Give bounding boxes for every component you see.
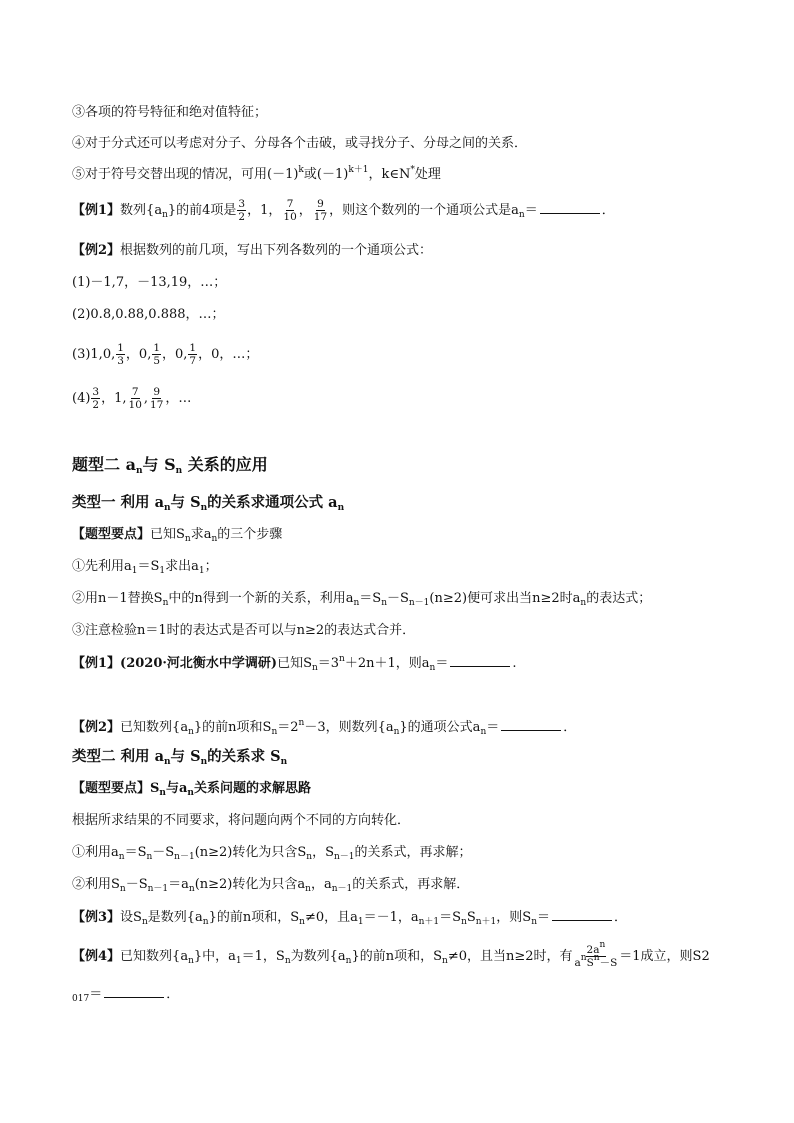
text-run: ＝3 bbox=[317, 656, 340, 671]
text-run: ≠0，且a bbox=[304, 910, 358, 925]
subscript: n bbox=[118, 852, 125, 862]
text-run: －S bbox=[386, 591, 409, 606]
text-run: －S bbox=[152, 845, 175, 860]
text-run: 的关系求 S bbox=[207, 748, 281, 765]
text-run: 2 bbox=[701, 949, 710, 964]
subscript: n bbox=[146, 852, 153, 862]
fraction bbox=[152, 342, 161, 367]
subscript: n bbox=[164, 503, 171, 513]
subscript: n bbox=[280, 757, 288, 767]
text-run: ，k∈N bbox=[368, 167, 411, 182]
subscript: n bbox=[345, 956, 352, 966]
subscript: n bbox=[518, 210, 525, 220]
item-4 bbox=[72, 386, 191, 411]
text-run: 2a bbox=[586, 944, 600, 956]
subscript: n bbox=[480, 727, 487, 737]
example-4-cont bbox=[72, 985, 179, 1004]
text-run: }的前n项和，S bbox=[351, 949, 443, 964]
text-run: 【例4】 bbox=[72, 949, 121, 964]
text-run: 【题型要点】 bbox=[72, 781, 151, 796]
text-run: 已知数列{a bbox=[120, 949, 189, 964]
subscript: n bbox=[188, 956, 194, 966]
subscript: n bbox=[141, 917, 148, 927]
text-run: S bbox=[586, 957, 594, 969]
text-run: 的三个步骤 bbox=[217, 527, 283, 542]
text-run: }的通项公式a bbox=[399, 720, 481, 735]
text-run: ，1, bbox=[101, 391, 127, 406]
subscript: n bbox=[175, 466, 183, 476]
text-run: ，0, bbox=[162, 347, 188, 362]
subscript: 1 bbox=[198, 566, 205, 576]
text-run: －S bbox=[599, 957, 618, 969]
text-run: 1 bbox=[117, 342, 124, 354]
subscript: n bbox=[306, 852, 313, 862]
fraction bbox=[237, 198, 246, 223]
example-label: 【例1】 bbox=[72, 203, 121, 218]
subscript: n bbox=[135, 466, 143, 476]
text-run: 10 bbox=[128, 399, 142, 411]
text-run: }的前4项是 bbox=[167, 203, 237, 218]
text-run: ＝S bbox=[124, 845, 147, 860]
text-run: ≠0，且当n≥2时，有 bbox=[447, 949, 573, 964]
fraction bbox=[282, 198, 297, 223]
section-heading bbox=[72, 456, 268, 474]
text-run: 与 S bbox=[170, 494, 201, 511]
text-run: ， bbox=[298, 203, 312, 218]
subscript: n bbox=[442, 956, 448, 966]
text-run: (2020·河北衡水中学调研) bbox=[120, 656, 278, 671]
text-run: 处理 bbox=[414, 167, 441, 182]
subscript: n bbox=[184, 534, 191, 544]
superscript: k＋1 bbox=[348, 165, 369, 175]
text-run: }中，a bbox=[193, 949, 236, 964]
text-run: 2 bbox=[238, 211, 246, 223]
subscript: n bbox=[271, 727, 278, 737]
text-run: ＝1成立，则S bbox=[619, 949, 702, 964]
fraction bbox=[149, 386, 164, 411]
text-run: }的前n项和，S bbox=[208, 910, 300, 925]
text-run: ＝S bbox=[137, 559, 160, 574]
example-2b bbox=[72, 718, 576, 737]
fraction bbox=[313, 198, 328, 223]
text-run: －S bbox=[125, 877, 148, 892]
text-run: ＝ bbox=[89, 987, 103, 1002]
subscript: n bbox=[119, 884, 126, 894]
item-3 bbox=[72, 342, 258, 367]
subscript: n－1 bbox=[334, 852, 355, 862]
text-run: ，S bbox=[312, 845, 334, 860]
text-run: ④对于分式还可以考虑对分子、分母各个击破，或寻找分子、分母之间的关系． bbox=[72, 136, 528, 151]
subscript: n bbox=[305, 884, 311, 894]
text-run: 3 bbox=[117, 355, 124, 367]
text-run: ＝a bbox=[168, 877, 189, 892]
text-run: 根据所求结果的不同要求，将问题向两个不同的方向转化． bbox=[72, 813, 411, 828]
text-run: ． bbox=[563, 720, 577, 735]
fraction bbox=[188, 342, 197, 367]
text-run: 类型二 利用 a bbox=[72, 748, 164, 765]
text-run: S bbox=[466, 910, 476, 925]
text-run: 关系的应用 bbox=[182, 455, 268, 474]
example-1b bbox=[72, 654, 516, 673]
text-run: 与 S bbox=[142, 455, 176, 474]
subscript: n bbox=[188, 884, 195, 894]
subscript: n bbox=[200, 757, 208, 767]
key-points-1 bbox=[72, 526, 282, 544]
text-run: 与 S bbox=[170, 748, 201, 765]
example-1 bbox=[72, 198, 615, 223]
text-run: 数列{a bbox=[120, 203, 163, 218]
text-run: ＝S bbox=[439, 910, 462, 925]
text-run: ，则这个数列的一个通项公式是a bbox=[329, 203, 519, 218]
text-run: 3 bbox=[92, 386, 100, 398]
subscript: 1 bbox=[131, 566, 138, 576]
example-3 bbox=[72, 908, 627, 927]
text-run: 9 bbox=[317, 198, 324, 210]
text-run: ，0，…； bbox=[198, 347, 259, 362]
text-run: , bbox=[143, 391, 149, 406]
text-run: ＝ bbox=[486, 720, 500, 735]
text-run: 类型一 利用 a bbox=[72, 494, 164, 511]
answer-blank bbox=[104, 985, 164, 998]
text-run: ③注意检验n＝1时的表达式是否可以与n≥2的表达式合并． bbox=[72, 623, 416, 638]
text-run: ； bbox=[204, 559, 218, 574]
text-run: ＝S bbox=[359, 591, 382, 606]
type-1-heading bbox=[72, 494, 344, 512]
text-run: 是数列{a bbox=[147, 910, 203, 925]
answer-blank bbox=[501, 718, 561, 731]
subscript: n bbox=[211, 534, 218, 544]
text-run: 3 bbox=[238, 198, 246, 210]
answer-blank bbox=[450, 654, 510, 667]
text-run: 【例1】 bbox=[72, 656, 121, 671]
text-run: . bbox=[512, 656, 517, 671]
subscript: n bbox=[393, 727, 400, 737]
text-run: 已知S bbox=[277, 656, 312, 671]
text-run: 【例2】 bbox=[72, 720, 121, 735]
superscript: n bbox=[599, 940, 606, 950]
text-run: (n≥2)转化为只含S bbox=[194, 845, 307, 860]
text-run: 的关系求通项公式 a bbox=[207, 494, 338, 511]
text-run: }的前n项和S bbox=[193, 720, 272, 735]
text-run: (n≥2)转化为只含a bbox=[194, 877, 306, 892]
text-run: 求出a bbox=[165, 559, 199, 574]
fraction bbox=[91, 386, 100, 411]
text-run: 7 bbox=[286, 198, 294, 210]
subscript: n bbox=[353, 598, 360, 608]
text-run: 17 bbox=[150, 399, 164, 411]
text-run: (2)0.8,0.88,0.888，…； bbox=[72, 307, 225, 322]
text-run: ＋2n＋1，则a bbox=[344, 656, 430, 671]
text-run: 的关系式，再求解； bbox=[354, 845, 472, 860]
subscript: n－1 bbox=[174, 852, 195, 862]
text-run: S bbox=[150, 781, 160, 796]
subscript: n bbox=[461, 917, 467, 927]
subscript: 1 bbox=[357, 917, 364, 927]
text-run: 5 bbox=[153, 355, 161, 367]
text-run: (4) bbox=[72, 391, 91, 406]
text-run: ． bbox=[614, 910, 628, 925]
superscript: * bbox=[410, 165, 415, 175]
text-run: a bbox=[574, 957, 581, 969]
text-run: ，0, bbox=[125, 347, 152, 362]
superscript: k bbox=[298, 165, 304, 175]
superscript: n bbox=[298, 718, 305, 728]
text-run: ，a bbox=[310, 877, 332, 892]
answer-blank bbox=[552, 908, 612, 921]
text-run: 9 bbox=[153, 386, 161, 398]
text-run: 1 bbox=[153, 342, 161, 354]
subscript: n bbox=[164, 757, 171, 767]
superscript: n bbox=[593, 953, 600, 963]
step-1 bbox=[72, 558, 218, 576]
text-run: ①利用a bbox=[72, 845, 119, 860]
text-run: 题型二 a bbox=[72, 455, 136, 474]
subscript: n bbox=[429, 663, 436, 673]
fraction bbox=[128, 386, 143, 411]
text-run: 为数列{a bbox=[290, 949, 346, 964]
text-run: －3，则数列{a bbox=[304, 720, 394, 735]
subscript: 017 bbox=[72, 994, 90, 1004]
subscript: n bbox=[187, 788, 194, 798]
subscript: n bbox=[381, 598, 387, 608]
text-run: 【例2】 bbox=[72, 243, 121, 258]
subscript: n＋1 bbox=[475, 917, 497, 927]
text-run: ＝1，S bbox=[241, 949, 285, 964]
text-run: ＝－1，a bbox=[363, 910, 419, 925]
text-run: 1 bbox=[189, 342, 197, 354]
text-run: 2 bbox=[92, 399, 100, 411]
text-run: ＝ bbox=[435, 656, 449, 671]
text-run: 【题型要点】 bbox=[72, 527, 151, 542]
text-run: ①先利用a bbox=[72, 559, 132, 574]
subscript: n＋1 bbox=[418, 917, 440, 927]
text-run: ． bbox=[166, 987, 180, 1002]
text-run: 7 bbox=[131, 386, 139, 398]
text-run bbox=[574, 953, 619, 969]
subscript: n bbox=[162, 210, 168, 220]
subscript: n bbox=[202, 917, 209, 927]
approach bbox=[72, 812, 410, 830]
text-run: ． bbox=[601, 203, 615, 218]
text-run: 已知S bbox=[150, 527, 185, 542]
subscript: n bbox=[311, 663, 318, 673]
subscript: n bbox=[337, 503, 345, 513]
superscript: n bbox=[339, 654, 345, 664]
type-2-heading bbox=[72, 748, 287, 766]
approach-2 bbox=[72, 876, 469, 894]
text-run: (n≥2)便可求出当n≥2时a bbox=[429, 591, 581, 606]
text-run: (3)1,0, bbox=[72, 347, 116, 362]
text-run: 关系问题的求解思路 bbox=[193, 781, 311, 796]
subscript: n bbox=[580, 598, 587, 608]
example-2 bbox=[72, 242, 432, 260]
step-2 bbox=[72, 590, 651, 608]
subscript: n bbox=[159, 788, 166, 798]
subscript: n－1 bbox=[147, 884, 169, 894]
text-run: ＝ bbox=[524, 203, 538, 218]
text-run: 求a bbox=[190, 527, 212, 542]
subscript: n bbox=[531, 917, 537, 927]
text-run: 的表达式； bbox=[586, 591, 652, 606]
text-run: ③各项的符号特征和绝对值特征； bbox=[72, 105, 268, 120]
step-3 bbox=[72, 622, 415, 640]
text-run: ，… bbox=[165, 391, 192, 406]
text-run: 中的n得到一个新的关系，利用a bbox=[168, 591, 354, 606]
subscript: n bbox=[299, 917, 305, 927]
key-points-2 bbox=[72, 780, 311, 798]
text-run: 10 bbox=[283, 211, 297, 223]
text-run: 的关系式，再求解． bbox=[352, 877, 470, 892]
text-run: 7 bbox=[189, 355, 197, 367]
text-run: 或(－1) bbox=[303, 167, 349, 182]
text-run: ＝ bbox=[537, 910, 551, 925]
point-4 bbox=[72, 135, 527, 153]
text-run: ②用n－1替换S bbox=[72, 591, 163, 606]
text-run: 【例3】 bbox=[72, 910, 121, 925]
answer-blank bbox=[540, 201, 600, 214]
subscript: 1 bbox=[159, 566, 166, 576]
text-run: (1)－1,7，－13,19，…； bbox=[72, 275, 227, 290]
superscript: n bbox=[580, 953, 587, 963]
text-run: 17 bbox=[313, 211, 328, 223]
point-3 bbox=[72, 104, 267, 122]
subscript: n bbox=[284, 956, 291, 966]
text-run: 根据数列的前几项，写出下列各数列的一个通项公式： bbox=[120, 243, 433, 258]
text-run: 与a bbox=[165, 781, 188, 796]
text-run: ⑤对于符号交替出现的情况，可用(－1) bbox=[72, 167, 299, 182]
subscript: n－1 bbox=[331, 884, 353, 894]
text-run: 已知数列{a bbox=[120, 720, 189, 735]
fraction bbox=[116, 342, 125, 367]
fraction bbox=[574, 940, 619, 969]
item-1 bbox=[72, 274, 226, 292]
subscript: n bbox=[200, 503, 208, 513]
item-2 bbox=[72, 306, 225, 324]
text-run: ＝2 bbox=[277, 720, 299, 735]
text-run: ，1， bbox=[247, 203, 282, 218]
subscript: 1 bbox=[235, 956, 242, 966]
subscript: n bbox=[162, 598, 169, 608]
example-4 bbox=[72, 940, 710, 969]
text-run: ②利用S bbox=[72, 877, 120, 892]
subscript: n bbox=[188, 727, 194, 737]
subscript: n－1 bbox=[408, 598, 430, 608]
approach-1 bbox=[72, 844, 472, 862]
text-run: 设S bbox=[120, 910, 142, 925]
point-5 bbox=[72, 166, 441, 184]
text-run: ，则S bbox=[496, 910, 532, 925]
